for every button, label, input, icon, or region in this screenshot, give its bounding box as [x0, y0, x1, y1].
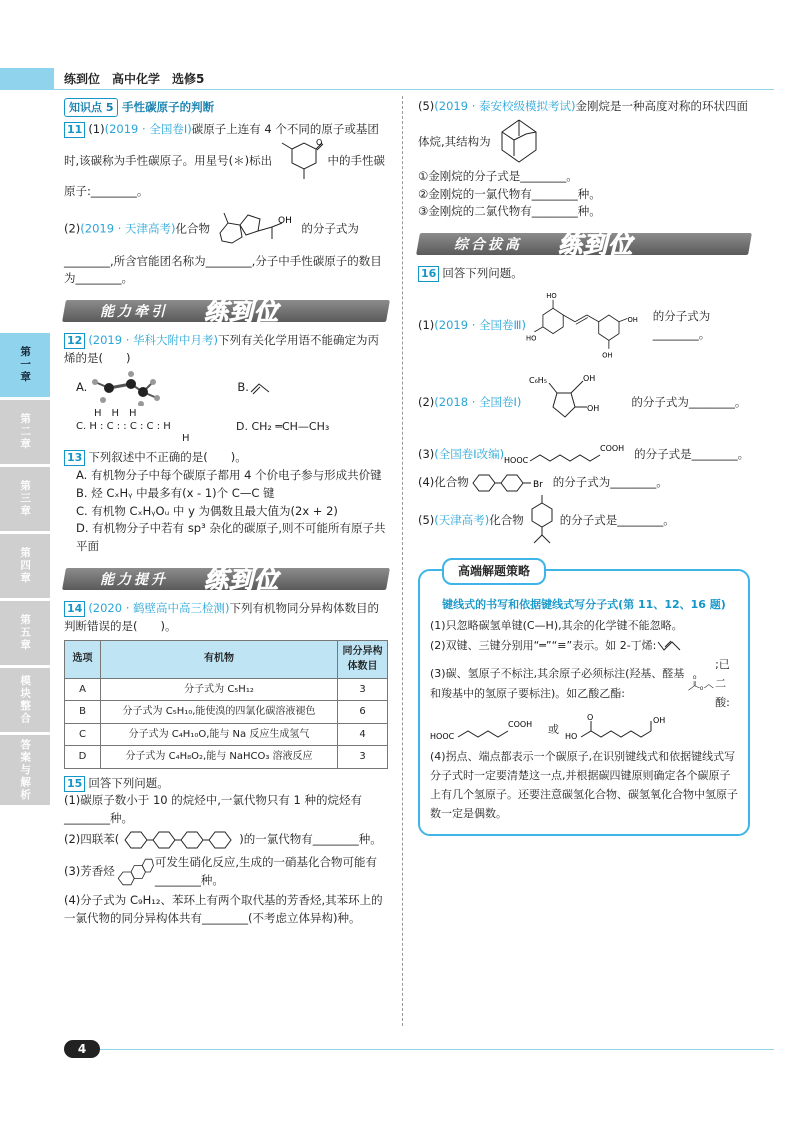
strategy-label: 高端解题策略	[442, 558, 546, 585]
cell: 分子式为 C₅H₁₀,能使溴的四氯化碳溶液褪色	[101, 701, 338, 724]
strategy-o-1: O	[692, 675, 697, 681]
q11-p2-text: 化合物	[175, 221, 211, 236]
q11-molecule-icon	[276, 139, 324, 183]
strategy-p2: (2)双键、三键分别用“═”“≡”表示。如 2-丁烯:	[430, 638, 657, 652]
q16-number: 16	[418, 266, 439, 282]
q15-part3-b: 可发生硝化反应,生成的一硝基化合物可能有________种。	[154, 855, 377, 888]
cell: 分子式为 C₅H₁₂	[101, 678, 338, 701]
q15-part3-a: (3)芳香烃	[64, 864, 115, 879]
cell: 4	[338, 723, 388, 746]
q16-p2-source: (2018 · 全国卷Ⅰ)	[434, 395, 522, 410]
sidebar-tab-module[interactable]: 模块整合	[0, 668, 50, 732]
cell: 3	[338, 746, 388, 769]
q14-source: (2020 · 鹤壁高中高三检测)	[88, 600, 230, 615]
propene-bondline-icon	[249, 380, 273, 396]
q16-p3-pre: (3)	[418, 447, 435, 462]
q16-oh-right: OH	[627, 315, 638, 324]
question-16	[418, 265, 750, 549]
q11-p1-source: (2019 · 全国卷Ⅰ)	[104, 122, 192, 137]
page-number: 4	[64, 1040, 100, 1058]
q13-option-d: D. 有机物分子中若有 sp³ 杂化的碳原子,则不可能所有原子共平面	[76, 521, 386, 554]
q16-hooc-label: HOOC	[504, 456, 529, 466]
q11-oh-label: OH	[277, 215, 292, 226]
q16-p1-source: (2019 · 全国卷Ⅲ)	[434, 318, 526, 333]
phenanthrene-icon	[115, 852, 155, 892]
q13-option-a: A. 有机物分子中每个碳原子都用 4 个价电子参与形成共价键	[76, 467, 382, 482]
q16-compound2-icon	[521, 369, 631, 437]
cell: 3	[338, 678, 388, 701]
q16-p5-word: 化合物	[489, 513, 524, 528]
banner-comprehensive	[418, 227, 750, 259]
q15-part4: (4)分子式为 C₉H₁₂、苯环上有两个取代基的芳香烃,其苯环上的一氯代物的同分异构体共有________(不考虑立体异构)种。	[64, 893, 383, 925]
q15-part2-a: (2)四联苯(	[64, 832, 120, 847]
strategy-o-2: O	[699, 686, 703, 692]
q16-c6h5-label: C₆H₅	[529, 376, 548, 386]
question-15	[64, 775, 388, 928]
banner3-small: 综合拔高	[454, 237, 522, 254]
ball-stick-model-icon	[87, 370, 167, 406]
table-row	[65, 723, 388, 746]
q12-source: (2019 · 华科大附中月考)	[88, 333, 219, 348]
q12-c-bottom: H	[182, 433, 190, 445]
q16-oh-bottom: OH	[602, 351, 613, 360]
q15-5-text: 金刚烷是一种高度对称的环状四面体烷,其结构为	[418, 99, 749, 149]
q11-p1-text: 碳原子上连有 4 个不同的原子或基团时,该碳称为手性碳原子。用星号(＊)标出	[64, 122, 379, 168]
strategy-ho: HO	[565, 731, 578, 741]
q16-p4-text: 的分子式为________。	[552, 475, 668, 490]
q11-p1-pre: (1)	[88, 122, 105, 137]
q16-p5-text: 的分子式是________。	[559, 513, 675, 528]
table-row	[65, 678, 388, 701]
cell: 6	[338, 701, 388, 724]
q12-text: 下列有关化学用语不能确定为丙烯的是( )	[64, 333, 380, 366]
header-tab	[0, 68, 54, 90]
q12-option-c: C. H : C : : C : C : H	[76, 420, 171, 432]
cell: 分子式为 C₄H₈O₂,能与 NaHCO₃ 溶液反应	[101, 746, 338, 769]
q16-br-label: Br	[532, 480, 543, 491]
q16-p1-text: 的分子式为________。	[652, 309, 711, 342]
q16-cooh-label: COOH	[600, 444, 625, 454]
q12-option-d: D. CH₂ ═CH—CH₃	[236, 419, 330, 433]
cell: 分子式为 C₄H₁₀O,能与 Na 反应生成氢气	[101, 723, 338, 746]
q13-option-b: B. 烃 CₓHᵧ 中最多有(x - 1)个 C—C 键	[76, 485, 275, 500]
ethyl-acetate-icon	[685, 667, 716, 701]
question-11	[64, 121, 388, 288]
left-column	[64, 98, 388, 932]
strategy-p3: (3)碳、氢原子不标注,其余原子必须标注(羟基、醛基和羧基中的氢原子要标注)。如乙酸乙酯:	[430, 667, 685, 700]
banner-ability-guide	[64, 294, 388, 326]
q14-text: 下列有机物同分异构体数目的判断错误的是( )。	[64, 600, 380, 633]
q15-part1: (1)碳原子数小于 10 的烷烃中,一氯代物只有 1 种的烷烃有________种。	[64, 793, 363, 826]
q16-part5	[418, 493, 750, 549]
q16-oh-a: OH	[583, 374, 596, 384]
right-column	[418, 98, 750, 836]
resveratrol-icon	[526, 283, 653, 369]
question-14	[64, 600, 388, 769]
q14-table	[64, 640, 388, 769]
svg-text:O: O	[315, 138, 323, 147]
q12-number: 12	[64, 333, 85, 349]
banner3-big: 练到位	[558, 231, 633, 260]
q13-text: 下列叙述中不正确的是( )。	[88, 450, 247, 465]
strategy-or: 或	[548, 722, 559, 736]
q16-diacid-icon	[504, 437, 634, 473]
q15-5-sub2: ②金刚烷的一氯代物有________种。	[418, 186, 601, 201]
q16-part1	[418, 283, 750, 369]
q16-ho-top: HO	[546, 292, 557, 301]
sidebar-tab-ch5[interactable]: 第五章	[0, 601, 50, 665]
sidebar-tab-ch2[interactable]: 第二章	[0, 400, 50, 464]
q15-text: 回答下列问题。	[88, 775, 169, 790]
banner2-small: 能力提升	[100, 571, 168, 588]
strategy-p4: (4)拐点、端点都表示一个碳原子,在识别键线式和依据键线式写分子式时一定要清楚这一点,并根据碳四键原则确定各个碳原子上有几个氢原子。还要注意碳氢化合物、碳氢氧化合物中氢原子数一定是偶数。	[430, 749, 738, 821]
chapter-sidebar	[0, 333, 50, 808]
q14-col-count: 同分异构体数目	[338, 640, 388, 678]
q16-p5-pre: (5)	[418, 513, 435, 528]
q14-col-compound: 有机物	[101, 640, 338, 678]
strategy-o-3: O	[587, 712, 594, 722]
q16-p2-pre: (2)	[418, 395, 435, 410]
q11-number: 11	[64, 122, 85, 138]
q11-p1-text-b: 中的手性碳原子:________。	[64, 153, 385, 198]
kp-tag: 知识点 5	[64, 98, 118, 117]
q15-5-sub1: ①金刚烷的分子式是________。	[418, 168, 578, 183]
q14-number: 14	[64, 601, 85, 617]
q16-p4-pre: (4)化合物	[418, 475, 469, 490]
adamantane-icon	[494, 116, 544, 168]
page-header	[0, 68, 800, 90]
table-row	[65, 746, 388, 769]
q16-p2-text: 的分子式为________。	[631, 395, 747, 410]
q15-part2-b: )的一氯代物有________种。	[239, 832, 382, 847]
bromobiphenyl-icon	[469, 473, 553, 493]
banner1-small: 能力牵引	[100, 304, 168, 321]
q16-p5-source: (天津高考)	[434, 513, 490, 528]
q12-c-top: H H H	[94, 407, 137, 419]
q13-option-c: C. 有机物 CₓHᵧOᵤ 中 y 为偶数且最大值为(2x + 2)	[76, 503, 338, 518]
q16-part2	[418, 369, 750, 437]
quaterphenyl-icon	[119, 830, 239, 850]
q16-p3-text: 的分子式是________。	[634, 447, 750, 462]
butene-icon	[656, 638, 682, 652]
q11-p2-pre: (2)	[64, 221, 81, 236]
q16-p1-pre: (1)	[418, 318, 435, 333]
q12-option-b: B.	[237, 380, 249, 395]
column-divider	[402, 96, 403, 1026]
q11-p2-text-b: 的分子式为________,所含官能团名称为________,分子中手性碳原子的数目为________。	[64, 221, 382, 286]
adipic-acid-icon-2	[565, 713, 685, 747]
question-12	[64, 332, 388, 445]
q16-p3-source: (全国卷Ⅰ改编)	[434, 447, 505, 462]
sidebar-tab-ch4[interactable]: 第四章	[0, 534, 50, 598]
strategy-hooc: HOOC	[430, 731, 455, 741]
table-row	[65, 701, 388, 724]
strategy-p3-b: ;已二酸:	[715, 657, 730, 710]
q16-part4	[418, 473, 750, 493]
q16-text: 回答下列问题。	[442, 266, 523, 281]
strategy-p1: (1)只忽略碳氢单键(C—H),其余的化学键不能忽略。	[430, 619, 683, 633]
sidebar-tab-ch3[interactable]: 第三章	[0, 467, 50, 531]
banner2-big: 练到位	[204, 565, 279, 594]
footer-rule	[100, 1049, 774, 1050]
q16-oh-b: OH	[587, 404, 600, 414]
limonene-icon	[524, 493, 560, 549]
q15-5-sub3: ③金刚烷的二氯代物有________种。	[418, 204, 601, 219]
cell: B	[65, 701, 101, 724]
q15-5-pre: (5)	[418, 99, 435, 113]
knowledge-point-5	[64, 98, 388, 117]
q13-number: 13	[64, 450, 85, 466]
q11-compound-icon	[214, 205, 298, 253]
cell: C	[65, 723, 101, 746]
q16-part3	[418, 437, 750, 473]
strategy-oh: OH	[653, 715, 666, 725]
strategy-box	[418, 564, 750, 836]
cell: D	[65, 746, 101, 769]
header-rule	[54, 89, 774, 90]
question-15-part5	[418, 98, 750, 221]
strategy-cooh: COOH	[508, 719, 533, 729]
q11-p2-source: (2019 · 天津高考)	[80, 221, 176, 236]
adipic-acid-icon-1	[430, 713, 542, 747]
q12-option-a: A.	[76, 380, 88, 395]
q16-ho-left: HO	[525, 334, 537, 343]
sidebar-tab-ch1[interactable]: 第一章	[0, 333, 50, 397]
kp-title: 手性碳原子的判断	[122, 100, 215, 114]
q14-col-option: 选项	[65, 640, 101, 678]
q15-number: 15	[64, 776, 85, 792]
sidebar-tab-answers[interactable]: 答案与解析	[0, 735, 50, 805]
q15-5-source: (2019 · 泰安校级模拟考试)	[434, 99, 576, 113]
cell: A	[65, 678, 101, 701]
strategy-heading: 键线式的书写和依据键线式写分子式(第 11、12、16 题)	[442, 598, 726, 612]
banner-ability-improve	[64, 562, 388, 594]
question-13	[64, 449, 388, 556]
header-title: 练到位 高中化学 选修5	[64, 72, 205, 86]
banner1-big: 练到位	[204, 298, 279, 327]
